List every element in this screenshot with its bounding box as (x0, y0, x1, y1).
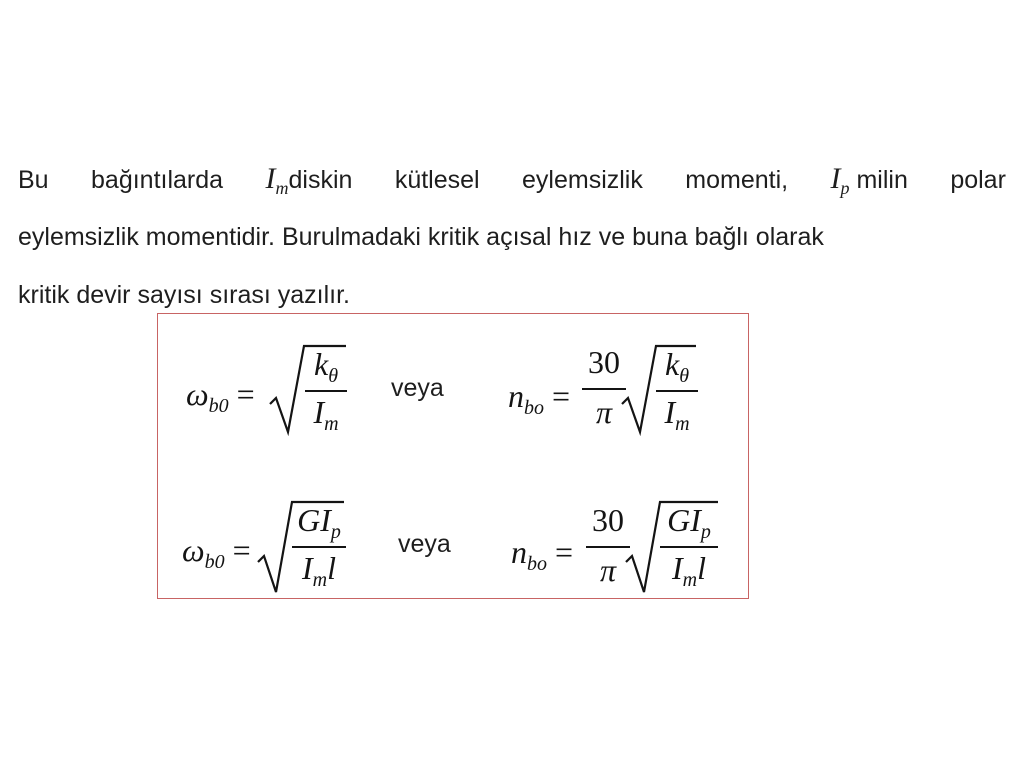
gi-symbol: GI (297, 502, 331, 538)
m-subscript: m (682, 569, 698, 591)
equals-sign: = (232, 532, 251, 568)
pi-denominator-1: π (595, 394, 613, 430)
word: diskin (288, 166, 353, 194)
word: momenti, (685, 166, 789, 194)
word: eylemsizlik (522, 166, 643, 194)
l-symbol: l (327, 550, 336, 586)
theta-subscript: θ (328, 365, 339, 387)
n-symbol: n (511, 534, 527, 570)
i-symbol: I (313, 394, 325, 430)
lhs-subscript: b0 (208, 395, 229, 417)
body-paragraph (18, 150, 1008, 324)
word: polar (950, 166, 1006, 194)
gi-symbol: GI (667, 502, 701, 538)
m-subscript: m (324, 413, 339, 435)
im-subscript: m (275, 178, 289, 198)
fraction-numerator-1 (305, 346, 347, 388)
omega-symbol: ω (182, 532, 205, 568)
fraction-numerator-4 (660, 502, 718, 544)
fraction-denominator-3 (292, 550, 346, 592)
fraction-numerator-3 (292, 502, 346, 544)
bo-subscript: bo (524, 397, 544, 419)
fraction-bar (292, 546, 346, 548)
formula-box (157, 313, 749, 599)
paragraph-line-3: kritik devir sayısı sırası yazılır. (18, 281, 351, 309)
n-symbol: n (508, 378, 524, 414)
omega-b0-lhs-1 (186, 376, 255, 418)
word: Bu (18, 166, 49, 194)
n-bo-lhs-1 (508, 378, 570, 420)
bo-subscript: bo (527, 553, 547, 575)
ip-letter: I (830, 162, 841, 195)
omega-b0-lhs-2 (182, 532, 251, 574)
coef-numerator-1: 30 (588, 344, 620, 380)
i-symbol: I (672, 550, 683, 586)
ip-symbol (831, 150, 908, 217)
im-letter: I (265, 162, 276, 195)
lhs-subscript: b0 (204, 551, 225, 573)
pi-denominator-2: π (599, 552, 617, 588)
fraction-denominator-1 (305, 394, 347, 436)
i-symbol: I (664, 394, 676, 430)
word: milin (856, 166, 908, 194)
equals-sign: = (552, 378, 571, 414)
fraction-bar (305, 390, 347, 392)
p-subscript: p (700, 521, 711, 543)
coef-numerator-2: 30 (592, 502, 624, 538)
connector-veya-1: veya (391, 374, 444, 402)
ip-subscript: p (840, 178, 850, 198)
i-symbol: I (302, 550, 313, 586)
k-symbol: k (313, 346, 329, 382)
connector-veya-2: veya (398, 530, 451, 558)
theta-subscript: θ (679, 365, 690, 387)
m-subscript: m (312, 569, 328, 591)
m-subscript: m (675, 413, 690, 435)
im-symbol (265, 150, 352, 217)
omega-symbol: ω (186, 376, 209, 412)
fraction-numerator-2 (656, 346, 698, 388)
paragraph-line-1 (18, 150, 1006, 208)
paragraph-line-2: eylemsizlik momentidir. Burulmadaki kritik açısal hız ve buna bağlı olarak (18, 223, 824, 251)
fraction-denominator-2 (656, 394, 698, 436)
fraction-bar (656, 390, 698, 392)
equals-sign: = (555, 534, 574, 570)
word: bağıntılarda (91, 166, 224, 194)
p-subscript: p (330, 521, 341, 543)
k-symbol: k (664, 346, 680, 382)
fraction-denominator-4 (660, 550, 718, 592)
l-symbol: l (697, 550, 706, 586)
fraction-bar (660, 546, 718, 548)
n-bo-lhs-2 (511, 534, 573, 576)
word: kütlesel (394, 166, 480, 194)
equals-sign: = (236, 376, 255, 412)
